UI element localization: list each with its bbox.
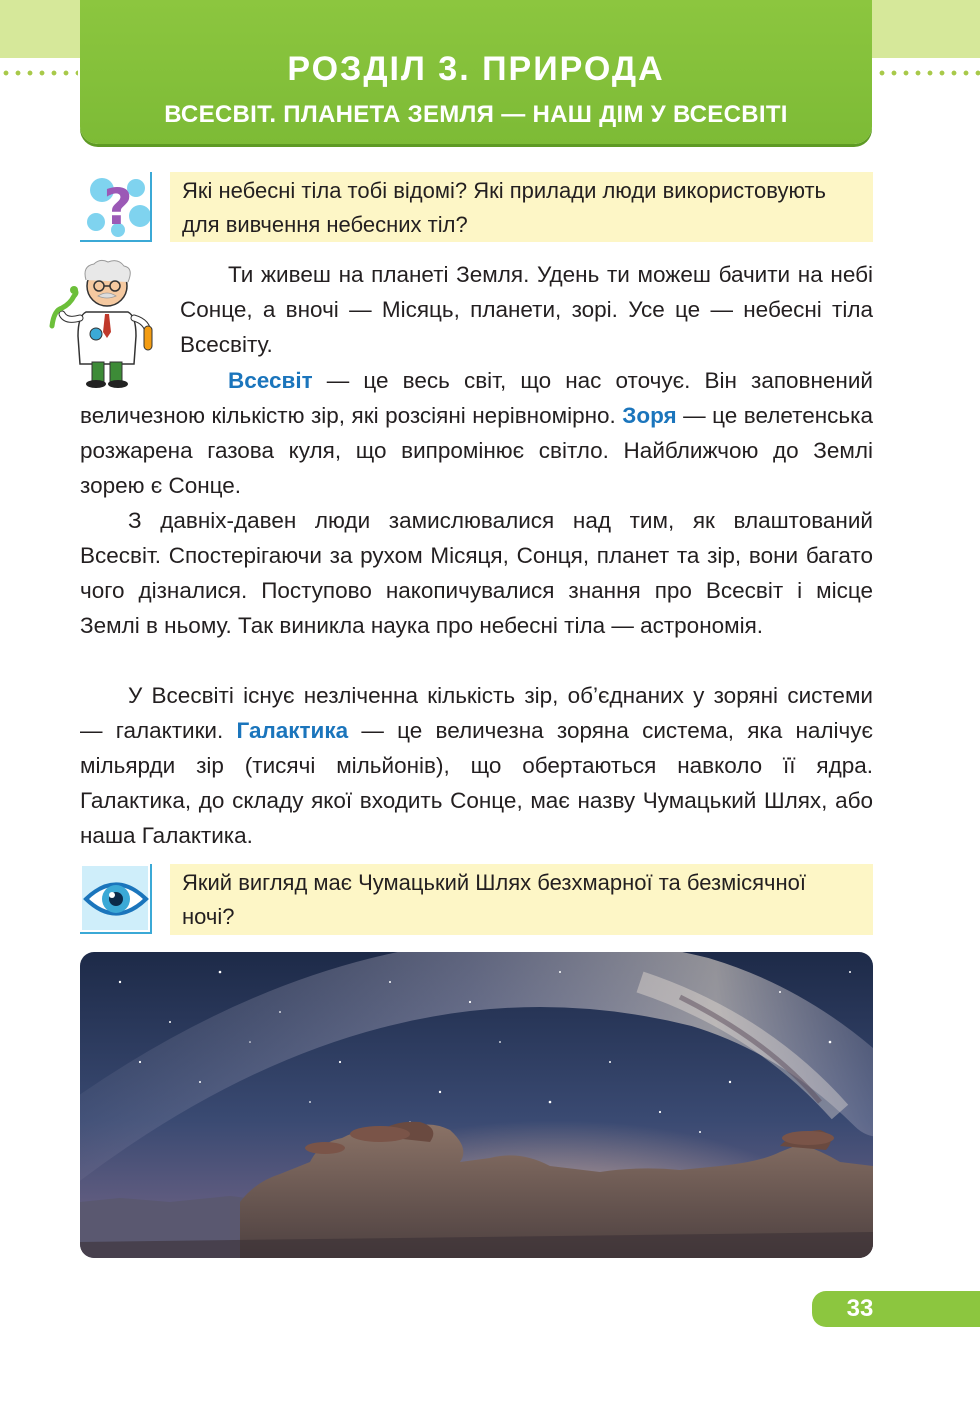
paragraph-1: Ти живеш на планеті Земля. Удень ти можеш бачити на небі Сонце, а вночі — Місяць, планети, зорі. Усе це — небесні тіла Всесвіту. (180, 262, 873, 357)
milky-way-photo-drawing (80, 952, 873, 1258)
chapter-title: РОЗДІЛ 3. ПРИРОДА (287, 50, 665, 88)
paragraph-4 (80, 678, 873, 853)
page-number: 33 (846, 1295, 874, 1322)
question-1-text: Які небесні тіла тобі відомі? Які прилади люди використовують для вивчення небесних тіл? (182, 178, 826, 237)
dotted-line-right (876, 70, 980, 76)
paragraph-2-part-2: — це велетенська розжарена газова куля, що випромінює світло. Найближчою до Землі зорею є Сонце. (80, 403, 873, 498)
top-band-right (872, 0, 980, 58)
observe-icon-box (80, 864, 152, 934)
page-number-tab (812, 1291, 980, 1327)
svg-text:?: ? (103, 178, 133, 236)
chapter-header (80, 0, 872, 144)
paragraph-3: З давніх-давен люди замислювалися над тим, як влаштований Всесвіт. Спостерігаючи за рухом Місяця, Сонця, планет та зір, вони багато чого дізналися. Поступово накопичувалися знання про Всесвіт і місце Землі в ньому. Так виникла наука про небесні тіла — астрономія. (80, 508, 873, 638)
topic-subtitle: ВСЕСВІТ. ПЛАНЕТА ЗЕМЛЯ — НАШ ДІМ У ВСЕСВІТІ (164, 101, 788, 128)
term-vsesvit: Всесвіт (228, 368, 313, 393)
paragraph-2-part-1: — це весь світ, що нас оточує. Він заповнений величезною кількістю зір, які розсіяні нерівномірно. (80, 368, 873, 428)
question-2-text: Який вигляд має Чумацький Шлях безхмарної та безмісячної ночі? (182, 870, 806, 929)
paragraph-4-part-2: — це величезна зоряна система, яка налічує мільярди зір (тисячі мільйонів), що обертаються навколо її ядра. Галактика, до складу якої входить Сонце, має назву Чумацький Шлях, або наша Галактика. (80, 718, 873, 848)
paragraph-2 (80, 363, 873, 503)
top-band-left (0, 0, 80, 58)
term-zoria: Зоря (622, 403, 677, 428)
term-galaktyka: Галактика (236, 718, 349, 743)
dotted-line-left (0, 70, 78, 76)
question-icon-box (80, 172, 152, 242)
milky-way-night-sky-photo (80, 952, 873, 1258)
question-box-1 (170, 172, 873, 242)
icon-frame (80, 864, 152, 934)
icon-frame (80, 172, 152, 242)
question-box-2 (170, 864, 873, 935)
paragraph-4-part-1: У Всесвіті існує незліченна кількість зір, об’єднаних у зоряні системи — галактики. (80, 683, 873, 743)
